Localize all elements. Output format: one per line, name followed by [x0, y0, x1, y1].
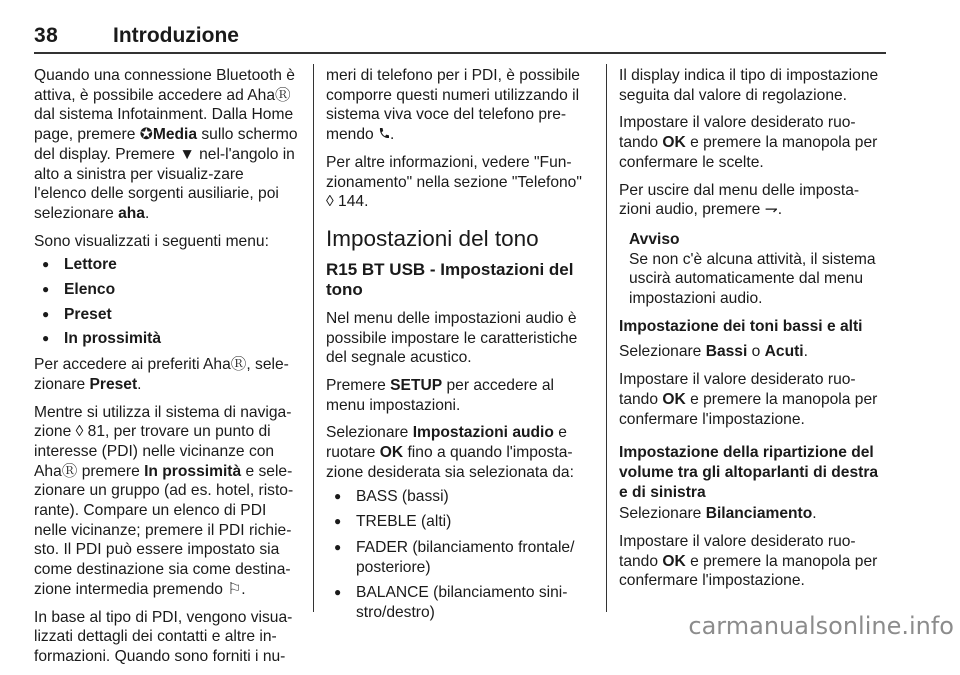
subheading: Impostazione dei toni bassi e alti [619, 317, 863, 335]
column-divider-1 [313, 64, 314, 612]
flag-icon: ⚐ [227, 580, 242, 598]
paragraph: Per uscire dal menu delle imposta-zioni audio, premere ⇁. [619, 181, 860, 219]
preset-label: Preset [89, 375, 138, 393]
paragraph: Sono visualizzati i seguenti menu: [34, 232, 269, 250]
paragraph: Selezionare Impostazioni audio e ruotare OK fino a quando l'imposta-zione desiderata sia selezionata da: [326, 424, 574, 481]
column-2 [326, 66, 590, 629]
paragraph: Impostare il valore desiderato ruo-tando OK e premere la manopola per confermare l'impostazione. [619, 371, 878, 428]
paragraph: Per accedere ai preferiti AhaⓇ, sele-zionare Preset. [34, 356, 289, 393]
page-number: 38 [34, 24, 59, 47]
ok-label: OK [662, 134, 686, 152]
paragraph: meri di telefono per i PDI, è possibile comporre questi numeri utilizzando il sistema viva voce del telefono pre-mendo . [326, 67, 580, 144]
balance-label: Bilanciamento [705, 505, 813, 523]
treble-label: Acuti [764, 343, 804, 361]
column-3 [619, 66, 887, 599]
menu-list [34, 255, 298, 349]
setup-label: SETUP [390, 377, 443, 395]
section-heading: Impostazioni del tono [326, 225, 539, 251]
note-text: Se non c'è alcuna attività, il sistema uscirà automaticamente dal menu impostazioni audio. [629, 250, 876, 308]
list-item: ● Lettore [34, 255, 298, 275]
page-reference-icon: ◊ [75, 423, 84, 441]
watermark: carmanualsonline.info [688, 612, 954, 640]
paragraph: Selezionare Bilanciamento. [619, 505, 817, 523]
paragraph: Impostare il valore desiderato ruo-tando OK e premere la manopola per confermare l'impostazione. [619, 533, 878, 590]
list-item: ● In prossimità [34, 329, 298, 349]
paragraph: Quando una connessione Bluetooth è attiva, è possibile accedere ad AhaⓇ dal sistema Infotainment. Dalla Home page, premere ✪Media sullo schermo del display. Premere ▼ nel-l'angolo in alto a sinistra per visualiz-zare l'elenco delle sorgenti ausiliarie, poi selezionare aha. [34, 67, 298, 222]
media-label: Media [152, 126, 198, 144]
bass-label: Bassi [705, 343, 748, 361]
subsection-heading: R15 BT USB - Impostazioni del tono [326, 259, 574, 299]
nearby-label: In prossimità [144, 462, 242, 480]
list-item: ● Preset [34, 305, 298, 325]
list-item: ● BALANCE (bilanciamento sini-stro/destro) [326, 583, 590, 622]
note-title: Avviso [629, 230, 680, 248]
paragraph: Impostare il valore desiderato ruo-tando OK e premere la manopola per confermare le scelte. [619, 114, 878, 171]
back-icon: ⇁ [764, 201, 778, 219]
ok-label: OK [662, 390, 686, 408]
page-reference-icon: ◊ [326, 193, 334, 211]
paragraph: Il display indica il tipo di impostazione seguita dal valore di regolazione. [619, 67, 879, 104]
ok-label: OK [662, 552, 686, 570]
options-list [326, 487, 590, 623]
aha-label: aha [118, 204, 145, 222]
column-1 [34, 66, 298, 675]
note-box [629, 230, 887, 309]
phone-icon [378, 126, 390, 143]
triangle-down-icon: ▼ [179, 145, 195, 163]
page-header [34, 24, 886, 52]
list-item: ● BASS (bassi) [326, 487, 590, 507]
media-source-icon: ✪ [139, 126, 153, 144]
ok-label: OK [379, 444, 404, 462]
paragraph: Per altre informazioni, vedere "Fun-zionamento" nella sezione "Telefono" ◊ 144. [326, 153, 582, 211]
audio-settings-label: Impostazioni audio [412, 424, 554, 442]
header-rule [34, 52, 886, 54]
registered-mark-icon: Ⓡ [230, 356, 247, 374]
list-item: ● TREBLE (alti) [326, 512, 590, 532]
column-divider-2 [606, 64, 607, 612]
subheading: Impostazione della ripartizione del volume tra gli altoparlanti di destra e di sinistra [619, 444, 879, 501]
paragraph: In base al tipo di PDI, vengono visua-lizzati dettagli dei contatti e altre in-formazioni. Quando sono forniti i nu- [34, 608, 293, 665]
page-title: Introduzione [113, 24, 239, 47]
paragraph: Mentre si utilizza il sistema di naviga-zione ◊ 81, per trovare un punto di interesse (PDI) nelle vicinanze con AhaⓇ premere In prossimità e sele-zionare un gruppo (ad es. hotel, risto-rante). Compare un elenco di PDI nelle vicinanze; premere il PDI richie-sto. Il PDI può essere impostato sia come destinazione sia come destina-zione intermedia premendo ⚐. [34, 403, 294, 598]
list-item: ● FADER (bilanciamento frontale/ posteriore) [326, 538, 590, 577]
registered-mark-icon: Ⓡ [275, 86, 291, 104]
list-item: ● Elenco [34, 280, 298, 300]
registered-mark-icon: Ⓡ [61, 462, 78, 480]
paragraph: Selezionare Bassi o Acuti. [619, 343, 808, 361]
paragraph: Nel menu delle impostazioni audio è possibile impostare le caratteristiche del segnale acustico. [326, 309, 578, 367]
paragraph: Premere SETUP per accedere al menu impostazioni. [326, 377, 554, 414]
